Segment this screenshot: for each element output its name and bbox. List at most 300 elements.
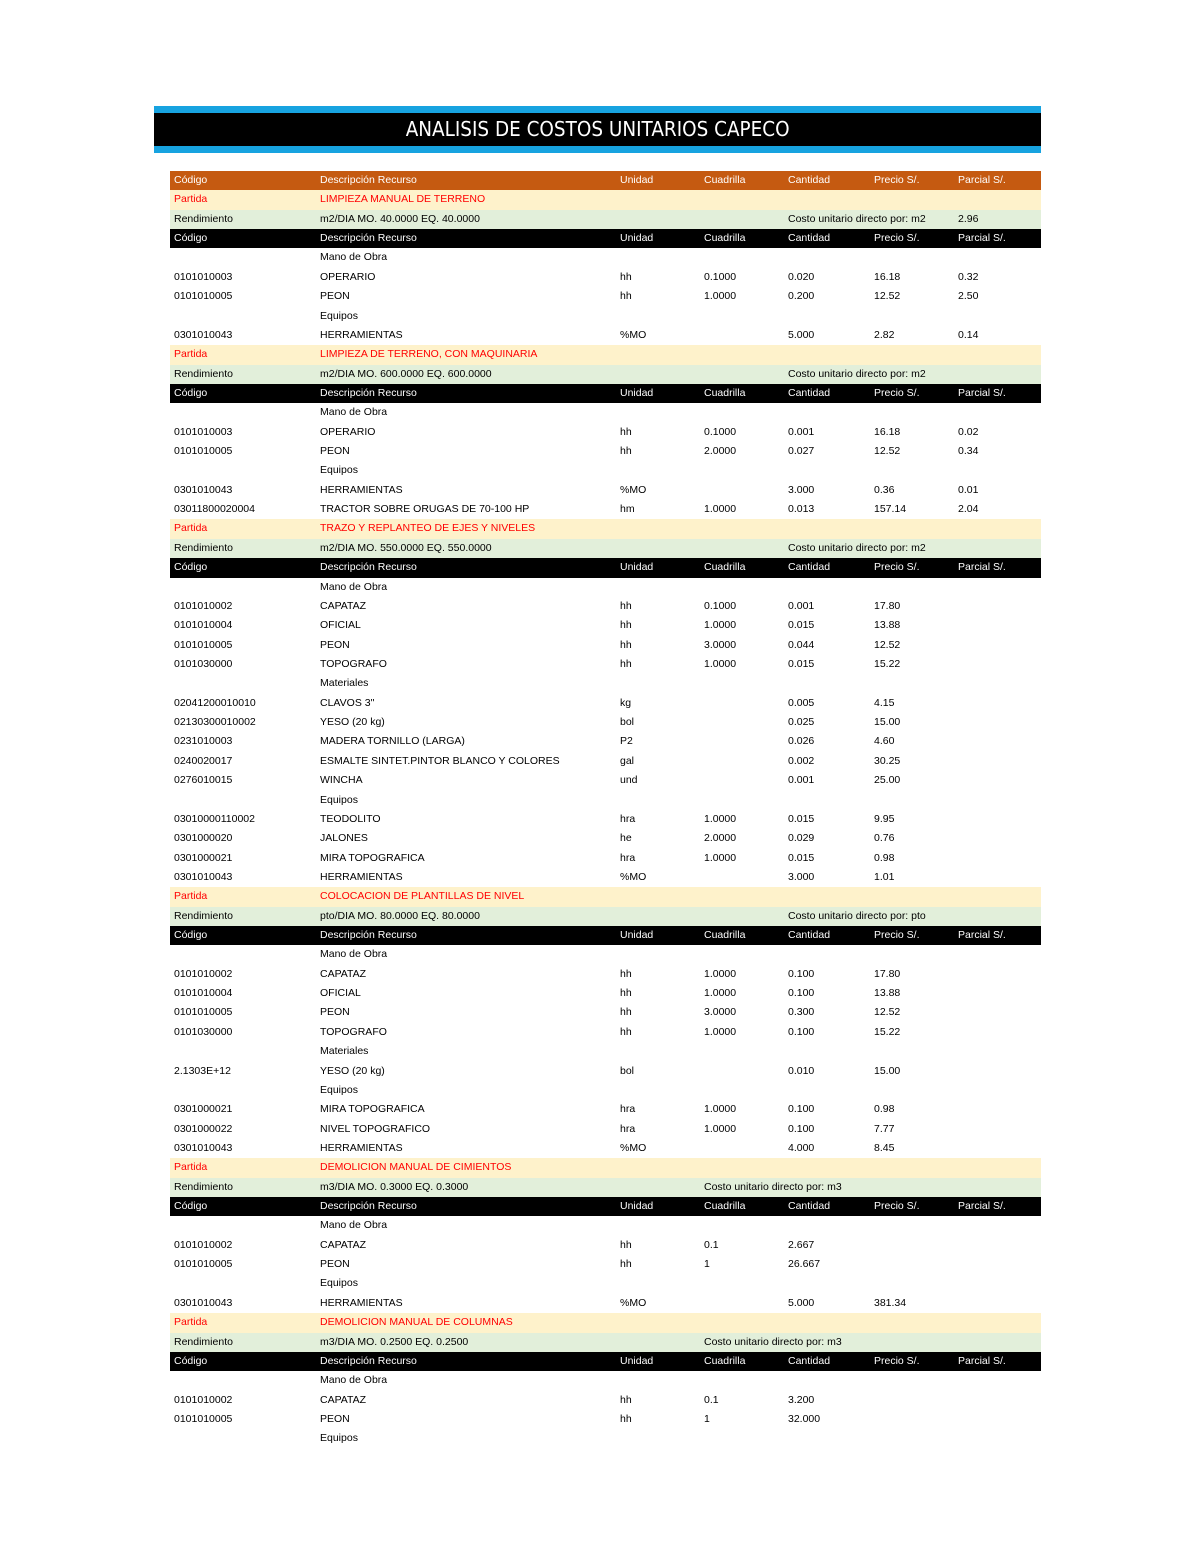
resource-row	[170, 965, 1041, 984]
partida-row	[170, 1313, 1041, 1332]
header-crew: Cuadrilla	[704, 232, 746, 245]
cell-price: 2.82	[874, 328, 895, 341]
resource-group-row	[170, 578, 1041, 597]
cell-quantity: 0.025	[788, 716, 815, 729]
partida-row	[170, 190, 1041, 209]
cell-description: MIRA TOPOGRAFICA	[320, 1103, 425, 1116]
resource-group-row	[170, 307, 1041, 326]
cell-quantity: 0.001	[788, 599, 815, 612]
cell-description: TOPOGRAFO	[320, 1025, 387, 1038]
cell-quantity: 0.100	[788, 967, 815, 980]
cell-quantity: 0.015	[788, 657, 815, 670]
header-partial: Parcial S/.	[958, 174, 1006, 186]
resource-group-label: Equipos	[320, 1083, 358, 1096]
cost-analysis-sheet	[170, 171, 1041, 1449]
cell-crew: 1.0000	[704, 290, 737, 303]
resource-row	[170, 868, 1041, 887]
partida-name: TRAZO Y REPLANTEO DE EJES Y NIVELES	[320, 522, 536, 535]
cell-partial: 0.02	[958, 425, 979, 438]
resource-group-row	[170, 674, 1041, 693]
cell-unit: und	[620, 774, 638, 787]
cell-crew: 0.1000	[704, 270, 737, 283]
header-description: Descripción Recurso	[320, 1354, 417, 1367]
header-quantity: Cantidad	[788, 174, 831, 186]
resource-row	[170, 636, 1041, 655]
cell-unit: hra	[620, 1122, 636, 1135]
cell-crew: 1.0000	[704, 987, 737, 1000]
header-crew: Cuadrilla	[704, 1354, 746, 1367]
cell-unit: hh	[620, 445, 632, 458]
rendimiento-value: pto/DIA MO. 80.0000 EQ. 80.0000	[320, 909, 480, 922]
cell-price: 15.22	[874, 1025, 901, 1038]
cell-code: 0301010043	[174, 1141, 233, 1154]
resource-row	[170, 500, 1041, 519]
title-band	[154, 106, 1041, 153]
cell-description: YESO (20 kg)	[320, 1064, 385, 1077]
cell-crew: 1	[704, 1258, 710, 1271]
resource-row	[170, 984, 1041, 1003]
cell-description: HERRAMIENTAS	[320, 483, 403, 496]
cell-price: 15.00	[874, 1064, 901, 1077]
cell-description: CAPATAZ	[320, 1393, 367, 1406]
cell-unit: hh	[620, 657, 632, 670]
cell-description: PEON	[320, 1413, 350, 1425]
header-crew: Cuadrilla	[704, 386, 746, 399]
column-header-row	[170, 384, 1041, 403]
cell-price: 17.80	[874, 967, 901, 980]
cell-unit: hra	[620, 1103, 636, 1116]
cell-code: 0101010002	[174, 967, 233, 980]
column-header-row	[170, 926, 1041, 945]
cell-unit: hra	[620, 812, 636, 825]
cell-unit: %MO	[620, 328, 647, 341]
header-code: Código	[174, 561, 208, 574]
resource-group-label: Equipos	[320, 309, 358, 322]
header-partial: Parcial S/.	[958, 232, 1006, 245]
cell-code: 0301010043	[174, 870, 233, 883]
resource-row	[170, 1139, 1041, 1158]
cell-code: 2.1303E+12	[174, 1064, 231, 1077]
cell-price: 0.98	[874, 851, 895, 864]
cell-unit: hh	[620, 1258, 632, 1271]
cell-unit: hh	[620, 638, 632, 651]
cell-crew: 1.0000	[704, 967, 737, 980]
resource-row	[170, 655, 1041, 674]
header-partial: Parcial S/.	[958, 386, 1006, 399]
cell-code: 0301010043	[174, 483, 233, 496]
cell-description: CLAVOS 3"	[320, 696, 375, 709]
resource-row	[170, 1023, 1041, 1042]
cell-description: MIRA TOPOGRAFICA	[320, 851, 425, 864]
resource-row	[170, 1255, 1041, 1274]
header-unit: Unidad	[620, 386, 654, 399]
rendimiento-row	[170, 539, 1041, 558]
header-unit: Unidad	[620, 1200, 654, 1213]
cell-code: 02130300010002	[174, 716, 256, 729]
cell-price: 16.18	[874, 270, 901, 283]
cell-price: 15.22	[874, 657, 901, 670]
cell-quantity: 0.100	[788, 1103, 815, 1116]
header-code: Código	[174, 232, 208, 245]
cell-crew: 1.0000	[704, 503, 737, 516]
cell-code: 0240020017	[174, 754, 233, 767]
resource-group-row	[170, 1371, 1041, 1390]
cell-code: 0301000021	[174, 851, 233, 864]
header-code: Código	[174, 929, 208, 942]
cell-quantity: 0.013	[788, 503, 815, 516]
resource-row	[170, 1062, 1041, 1081]
cell-unit: hh	[620, 987, 632, 1000]
header-crew: Cuadrilla	[704, 929, 746, 942]
cell-code: 03011800020004	[174, 503, 255, 516]
cell-price: 4.60	[874, 735, 895, 748]
cell-code: 0301010043	[174, 1296, 233, 1309]
header-quantity: Cantidad	[788, 1200, 831, 1213]
cell-price: 12.52	[874, 638, 901, 651]
rendimiento-row	[170, 1178, 1041, 1197]
cell-price: 0.98	[874, 1103, 895, 1116]
cell-price: 157.14	[874, 503, 907, 516]
cell-unit: hh	[620, 1025, 632, 1038]
partida-name: LIMPIEZA DE TERRENO, CON MAQUINARIA	[320, 348, 538, 361]
cell-code: 0101010003	[174, 425, 233, 438]
resource-group-label: Mano de Obra	[320, 251, 388, 264]
cell-partial: 0.34	[958, 445, 979, 458]
partida-name: LIMPIEZA MANUAL DE TERRENO	[320, 193, 486, 206]
resource-group-row	[170, 1081, 1041, 1100]
cell-unit: %MO	[620, 483, 647, 496]
cell-quantity: 0.001	[788, 425, 815, 438]
resource-group-label: Materiales	[320, 1045, 369, 1058]
cell-description: TOPOGRAFO	[320, 657, 387, 670]
header-unit: Unidad	[620, 929, 654, 942]
cell-description: OPERARIO	[320, 425, 376, 438]
cell-code: 02041200010010	[174, 696, 256, 709]
resource-row	[170, 1294, 1041, 1313]
partida-label: Partida	[174, 522, 208, 535]
cell-price: 13.88	[874, 619, 901, 632]
resource-row	[170, 1120, 1041, 1139]
cell-quantity: 0.027	[788, 445, 815, 458]
cell-code: 0101030000	[174, 657, 233, 670]
unit-cost-label: Costo unitario directo por: m2	[788, 367, 926, 380]
resource-row	[170, 326, 1041, 345]
header-unit: Unidad	[620, 232, 654, 245]
resource-group-row	[170, 248, 1041, 267]
partida-row	[170, 519, 1041, 538]
title-bottom-rule	[154, 146, 1041, 153]
resource-group-label: Equipos	[320, 464, 358, 477]
cell-price: 0.76	[874, 832, 895, 845]
resource-row	[170, 597, 1041, 616]
cell-partial: 0.01	[958, 483, 979, 496]
header-description: Descripción Recurso	[320, 174, 417, 186]
cell-price: 17.80	[874, 599, 901, 612]
cell-unit: hh	[620, 619, 632, 632]
resource-group-label: Equipos	[320, 1277, 358, 1290]
resource-group-label: Mano de Obra	[320, 1219, 388, 1232]
cell-unit: kg	[620, 696, 632, 709]
partida-row	[170, 1158, 1041, 1177]
resource-row	[170, 1236, 1041, 1255]
cell-description: TRACTOR SOBRE ORUGAS DE 70-100 HP	[320, 503, 530, 516]
cell-code: 0101010002	[174, 599, 233, 612]
cell-quantity: 4.000	[788, 1141, 815, 1154]
cell-price: 9.95	[874, 812, 895, 825]
cell-price: 381.34	[874, 1296, 907, 1309]
cell-code: 0301000022	[174, 1122, 233, 1135]
cell-quantity: 0.001	[788, 774, 815, 787]
cell-quantity: 3.000	[788, 483, 815, 496]
partida-row	[170, 887, 1041, 906]
cell-description: HERRAMIENTAS	[320, 1141, 403, 1154]
cell-description: HERRAMIENTAS	[320, 870, 403, 883]
rendimiento-value: m2/DIA MO. 550.0000 EQ. 550.0000	[320, 541, 492, 554]
cell-code: 0101010005	[174, 1413, 233, 1425]
cell-crew: 3.0000	[704, 1006, 737, 1019]
rendimiento-value: m2/DIA MO. 40.0000 EQ. 40.0000	[320, 212, 480, 225]
header-price: Precio S/.	[874, 174, 920, 186]
cell-quantity: 0.300	[788, 1006, 815, 1019]
cell-description: CAPATAZ	[320, 967, 367, 980]
cell-code: 0101030000	[174, 1025, 233, 1038]
unit-cost-label: Costo unitario directo por: m3	[704, 1180, 842, 1193]
cell-partial: 0.14	[958, 328, 979, 341]
cell-partial: 0.32	[958, 270, 979, 283]
cell-quantity: 0.026	[788, 735, 815, 748]
resource-group-row	[170, 1274, 1041, 1293]
resource-row	[170, 810, 1041, 829]
cell-description: HERRAMIENTAS	[320, 1296, 403, 1309]
resource-row	[170, 1100, 1041, 1119]
cell-quantity: 0.100	[788, 1025, 815, 1038]
cell-price: 0.36	[874, 483, 895, 496]
cell-unit: hh	[620, 1238, 632, 1251]
header-unit: Unidad	[620, 1354, 654, 1367]
cell-unit: %MO	[620, 1296, 647, 1309]
cell-quantity: 26.667	[788, 1258, 821, 1271]
unit-cost-label: Costo unitario directo por: pto	[788, 909, 926, 922]
cell-crew: 0.1	[704, 1393, 719, 1406]
header-partial: Parcial S/.	[958, 1354, 1006, 1367]
cell-description: JALONES	[320, 832, 368, 845]
resource-row	[170, 1003, 1041, 1022]
header-code: Código	[174, 1354, 208, 1367]
cell-quantity: 5.000	[788, 328, 815, 341]
resource-row	[170, 1410, 1041, 1429]
resource-group-row	[170, 1042, 1041, 1061]
resource-group-label: Mano de Obra	[320, 580, 388, 593]
cell-code: 0101010002	[174, 1238, 233, 1251]
cell-price: 15.00	[874, 716, 901, 729]
cell-description: PEON	[320, 1006, 350, 1019]
rendimiento-value: m3/DIA MO. 0.3000 EQ. 0.3000	[320, 1180, 469, 1193]
header-price: Precio S/.	[874, 561, 920, 574]
cell-code: 0101010004	[174, 619, 233, 632]
cell-code: 0101010005	[174, 1258, 233, 1271]
header-description: Descripción Recurso	[320, 929, 417, 942]
cell-quantity: 3.200	[788, 1393, 815, 1406]
header-quantity: Cantidad	[788, 929, 831, 942]
partida-label: Partida	[174, 1161, 208, 1174]
cell-price: 12.52	[874, 1006, 901, 1019]
cell-unit: gal	[620, 754, 635, 767]
cell-description: MADERA TORNILLO (LARGA)	[320, 735, 465, 748]
rendimiento-label: Rendimiento	[174, 909, 233, 922]
unit-cost-label: Costo unitario directo por: m2	[788, 212, 926, 225]
resource-row	[170, 1391, 1041, 1410]
resource-group-row	[170, 403, 1041, 422]
cell-quantity: 0.015	[788, 851, 815, 864]
header-description: Descripción Recurso	[320, 232, 417, 245]
cell-quantity: 0.005	[788, 696, 815, 709]
cell-crew: 1	[704, 1413, 710, 1425]
resource-group-label: Mano de Obra	[320, 406, 388, 419]
unit-cost-value: 2.96	[958, 212, 979, 225]
header-code: Código	[174, 386, 208, 399]
cell-description: OPERARIO	[320, 270, 376, 283]
rendimiento-label: Rendimiento	[174, 212, 233, 225]
rendimiento-label: Rendimiento	[174, 367, 233, 380]
partida-name: DEMOLICION MANUAL DE COLUMNAS	[320, 1316, 513, 1329]
resource-row	[170, 616, 1041, 635]
header-unit: Unidad	[620, 174, 654, 186]
header-quantity: Cantidad	[788, 232, 831, 245]
cell-quantity: 32.000	[788, 1413, 821, 1425]
header-partial: Parcial S/.	[958, 1200, 1006, 1213]
resource-row	[170, 481, 1041, 500]
cell-unit: hh	[620, 270, 632, 283]
header-price: Precio S/.	[874, 1200, 920, 1213]
cell-quantity: 0.002	[788, 754, 815, 767]
cell-description: CAPATAZ	[320, 599, 367, 612]
rendimiento-row	[170, 365, 1041, 384]
rendimiento-row	[170, 907, 1041, 926]
cell-unit: hh	[620, 599, 632, 612]
cell-quantity: 2.667	[788, 1238, 815, 1251]
cell-unit: bol	[620, 1064, 635, 1077]
header-partial: Parcial S/.	[958, 561, 1006, 574]
cell-partial: 2.04	[958, 503, 979, 516]
cell-price: 7.77	[874, 1122, 895, 1135]
resource-row	[170, 829, 1041, 848]
column-header-row	[170, 558, 1041, 577]
cell-crew: 2.0000	[704, 445, 737, 458]
resource-row	[170, 268, 1041, 287]
cell-code: 0101010005	[174, 290, 233, 303]
header-partial: Parcial S/.	[958, 929, 1006, 942]
cell-crew: 1.0000	[704, 851, 737, 864]
resource-row	[170, 849, 1041, 868]
partida-label: Partida	[174, 890, 208, 903]
cell-unit: P2	[620, 735, 633, 748]
cell-quantity: 0.029	[788, 832, 815, 845]
cell-code: 0276010015	[174, 774, 233, 787]
rendimiento-row	[170, 210, 1041, 229]
partida-name: COLOCACION DE PLANTILLAS DE NIVEL	[320, 890, 525, 903]
cell-unit: hh	[620, 1006, 632, 1019]
column-header-row	[170, 229, 1041, 248]
cell-price: 25.00	[874, 774, 901, 787]
header-price: Precio S/.	[874, 1354, 920, 1367]
cell-description: CAPATAZ	[320, 1238, 367, 1251]
cell-unit: %MO	[620, 870, 647, 883]
header-crew: Cuadrilla	[704, 174, 746, 186]
cell-unit: hh	[620, 967, 632, 980]
column-header-row	[170, 1352, 1041, 1371]
resource-group-label: Equipos	[320, 793, 358, 806]
column-header-row	[170, 171, 1041, 190]
cell-quantity: 0.100	[788, 1122, 815, 1135]
cell-description: PEON	[320, 638, 350, 651]
cell-price: 30.25	[874, 754, 901, 767]
page-title	[154, 113, 1041, 146]
cell-price: 13.88	[874, 987, 901, 1000]
resource-row	[170, 442, 1041, 461]
cell-description: TEODOLITO	[320, 812, 381, 825]
header-description: Descripción Recurso	[320, 386, 417, 399]
cell-price: 12.52	[874, 290, 901, 303]
partida-label: Partida	[174, 193, 208, 206]
cell-partial: 2.50	[958, 290, 979, 303]
resource-group-row	[170, 461, 1041, 480]
partida-label: Partida	[174, 1316, 208, 1329]
cell-description: WINCHA	[320, 774, 363, 787]
cell-code: 0101010005	[174, 1006, 233, 1019]
cell-crew: 1.0000	[704, 1025, 737, 1038]
cell-description: HERRAMIENTAS	[320, 328, 403, 341]
cell-crew: 1.0000	[704, 1122, 737, 1135]
header-quantity: Cantidad	[788, 1354, 831, 1367]
cell-description: YESO (20 kg)	[320, 716, 385, 729]
cell-quantity: 0.015	[788, 812, 815, 825]
cell-code: 0101010005	[174, 445, 233, 458]
cell-crew: 1.0000	[704, 619, 737, 632]
column-header-row	[170, 1197, 1041, 1216]
cell-unit: bol	[620, 716, 635, 729]
resource-row	[170, 287, 1041, 306]
resource-group-label: Mano de Obra	[320, 1374, 388, 1387]
cell-code: 0301000020	[174, 832, 233, 845]
header-price: Precio S/.	[874, 929, 920, 942]
cell-quantity: 0.010	[788, 1064, 815, 1077]
resource-row	[170, 713, 1041, 732]
cell-code: 0101010004	[174, 987, 233, 1000]
cell-unit: %MO	[620, 1141, 647, 1154]
header-price: Precio S/.	[874, 232, 920, 245]
cell-unit: hh	[620, 1413, 632, 1425]
header-code: Código	[174, 174, 208, 186]
header-code: Código	[174, 1200, 208, 1213]
cell-crew: 1.0000	[704, 657, 737, 670]
cell-crew: 3.0000	[704, 638, 737, 651]
resource-row	[170, 694, 1041, 713]
cell-description: OFICIAL	[320, 987, 361, 1000]
header-crew: Cuadrilla	[704, 1200, 746, 1213]
header-price: Precio S/.	[874, 386, 920, 399]
cell-description: NIVEL TOPOGRAFICO	[320, 1122, 431, 1135]
cell-unit: hm	[620, 503, 635, 516]
cell-crew: 1.0000	[704, 1103, 737, 1116]
header-description: Descripción Recurso	[320, 1200, 417, 1213]
cell-code: 0101010002	[174, 1393, 233, 1406]
cell-unit: hh	[620, 1393, 632, 1406]
cell-crew: 0.1	[704, 1238, 719, 1251]
partida-name: DEMOLICION MANUAL DE CIMIENTOS	[320, 1161, 512, 1174]
rendimiento-label: Rendimiento	[174, 1180, 233, 1193]
title-top-rule	[154, 106, 1041, 113]
cell-price: 16.18	[874, 425, 901, 438]
